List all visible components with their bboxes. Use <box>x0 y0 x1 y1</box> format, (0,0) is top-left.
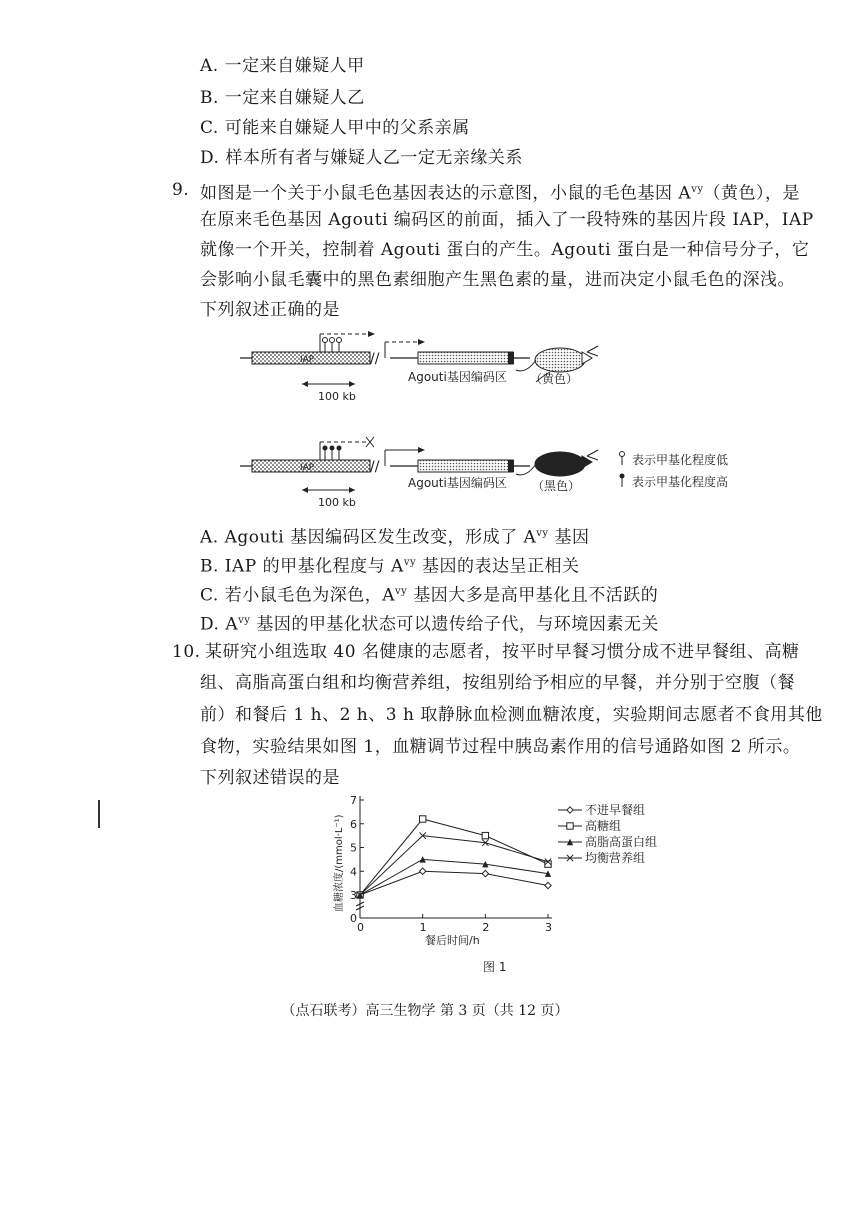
svg-text://: // <box>370 459 380 475</box>
q8-option-d: D. 样本所有者与嫌疑人乙一定无亲缘关系 <box>200 148 523 168</box>
chart-xlabel: 餐后时间/h <box>425 934 480 947</box>
series-2 <box>357 816 551 898</box>
q9-option-d: D. $A^{vy}$ 基因的甲基化状态可以遗传给子代，与环境因素无关 <box>200 614 659 635</box>
y-tick-label: 7 <box>350 794 357 807</box>
legend-label: 不进早餐组 <box>585 803 646 817</box>
q9-number: 9. <box>172 180 190 200</box>
legend-item-4 <box>558 850 645 865</box>
methylation-legend <box>620 452 729 490</box>
chart-ylabel: 血糖浓度/(mmol·L⁻¹) <box>334 814 345 912</box>
q8-option-b: B. 一定来自嫌疑人乙 <box>200 88 365 108</box>
svg-text:Agouti基因编码区: Agouti基因编码区 <box>408 476 507 490</box>
svg-text:表示甲基化程度低: 表示甲基化程度低 <box>632 453 729 467</box>
svg-text:表示甲基化程度高: 表示甲基化程度高 <box>632 475 729 489</box>
svg-text:（黄色）: （黄色） <box>530 372 579 386</box>
q9-stem-line-1: 如图是一个关于小鼠毛色基因表达的示意图，小鼠的毛色基因 $A^{vy}$（黄色），是 <box>200 183 800 204</box>
series-3 <box>357 856 551 898</box>
page-footer: （点石联考）高三生物学 第 3 页（共 12 页） <box>281 1003 569 1019</box>
q10-stem-line-2: 组、高脂高蛋白组和均衡营养组，按组别给予相应的早餐，并分别于空腹（餐 <box>200 673 795 693</box>
q9-option-b: B. IAP 的甲基化程度与 $A^{vy}$ 基因的表达呈正相关 <box>200 556 580 577</box>
point-diamond <box>419 868 425 874</box>
diagram-row-yellow <box>240 331 598 403</box>
y-tick-label: 6 <box>350 817 357 831</box>
svg-text:100 kb: 100 kb <box>318 390 356 403</box>
q9-option-c: C. 若小鼠毛色为深色，$A^{vy}$ 基因大多是高甲基化且不活跃的 <box>200 585 659 606</box>
gene-expression-diagram <box>230 330 770 520</box>
coding-label-yellow: Agouti基因编码区 <box>408 370 507 384</box>
series-line <box>360 859 548 895</box>
q10-stem-line-4: 食物，实验结果如图 1，血糖调节过程中胰岛素作用的信号通路如图 2 所示。 <box>200 737 801 757</box>
svg-text:（黑色）: （黑色） <box>532 479 581 493</box>
q10-stem-line-3: 前）和餐后 1 h、2 h、3 h 取静脉血检测血糖浓度，实验期间志愿者不食用其他 <box>200 705 823 725</box>
q10-number: 10. <box>172 642 201 662</box>
x-tick-label: 0 <box>357 921 364 934</box>
point-diamond <box>567 807 573 813</box>
svg-text:IAP: IAP <box>300 463 315 473</box>
point-diamond <box>545 882 551 888</box>
y-tick-label: 0 <box>350 912 357 925</box>
blood-glucose-chart <box>320 790 700 990</box>
transcription-blocked <box>320 437 374 460</box>
legend-item-1 <box>558 802 645 817</box>
legend-item-3 <box>558 834 657 849</box>
mouse-yellow <box>516 346 598 386</box>
point-square <box>567 823 573 829</box>
y-tick-label: 4 <box>350 865 357 879</box>
point-square <box>482 832 488 838</box>
q9-option-a: A. Agouti 基因编码区发生改变，形成了 $A^{vy}$ 基因 <box>200 527 590 548</box>
x-tick-label: 3 <box>545 921 552 934</box>
series-line <box>360 871 548 895</box>
q8-option-a: A. 一定来自嫌疑人甲 <box>200 56 365 76</box>
point-diamond <box>482 870 488 876</box>
distance-marker-yellow <box>302 381 356 403</box>
y-tick-label: 3 <box>350 889 357 902</box>
methylation-high-marks <box>323 446 342 461</box>
x-tick-label: 2 <box>482 921 490 934</box>
series-line <box>360 819 548 895</box>
series-4 <box>357 832 551 898</box>
x-tick-label: 1 <box>419 921 427 934</box>
legend-item-2 <box>558 818 621 833</box>
q10-stem-line-1: 某研究小组选取 40 名健康的志愿者，按平时早餐习惯分成不进早餐组、高糖 <box>205 642 800 662</box>
agouti-coding-region-2 <box>418 460 513 472</box>
transcription-arrow-dashed <box>320 331 375 352</box>
q9-stem-line-3: 就像一个开关，控制着 Agouti 蛋白的产生。Agouti 蛋白是一种信号分子，它 <box>200 240 810 260</box>
q10-stem-line-5: 下列叙述错误的是 <box>200 768 340 788</box>
methylation-low-marks <box>323 338 342 353</box>
y-tick-label: 5 <box>350 841 357 855</box>
point-square <box>419 816 425 822</box>
mouse-black <box>516 450 598 493</box>
series-line <box>360 836 548 895</box>
iap-label: IAP <box>300 355 315 365</box>
q9-stem-line-2: 在原来毛色基因 Agouti 编码区的前面，插入了一段特殊的基因片段 IAP，IAP <box>200 210 814 230</box>
legend-label: 高脂高蛋白组 <box>585 835 658 849</box>
diagram-row-black <box>240 437 728 509</box>
q9-stem-line-5: 下列叙述正确的是 <box>200 300 340 320</box>
q8-option-c: C. 可能来自嫌疑人甲中的父系亲属 <box>200 118 470 138</box>
svg-text://: // <box>370 351 380 367</box>
q9-stem-line-4: 会影响小鼠毛囊中的黑色素细胞产生黑色素的量，进而决定小鼠毛色的深浅。 <box>200 270 795 290</box>
legend-label: 均衡营养组 <box>585 851 646 865</box>
distance-marker-black <box>302 487 356 509</box>
legend-label: 高糖组 <box>585 819 622 833</box>
chart-caption: 图 1 <box>483 960 507 974</box>
agouti-coding-region <box>418 352 513 364</box>
series-1 <box>357 868 551 898</box>
scan-mark <box>98 800 100 828</box>
svg-text:100 kb: 100 kb <box>318 496 356 509</box>
